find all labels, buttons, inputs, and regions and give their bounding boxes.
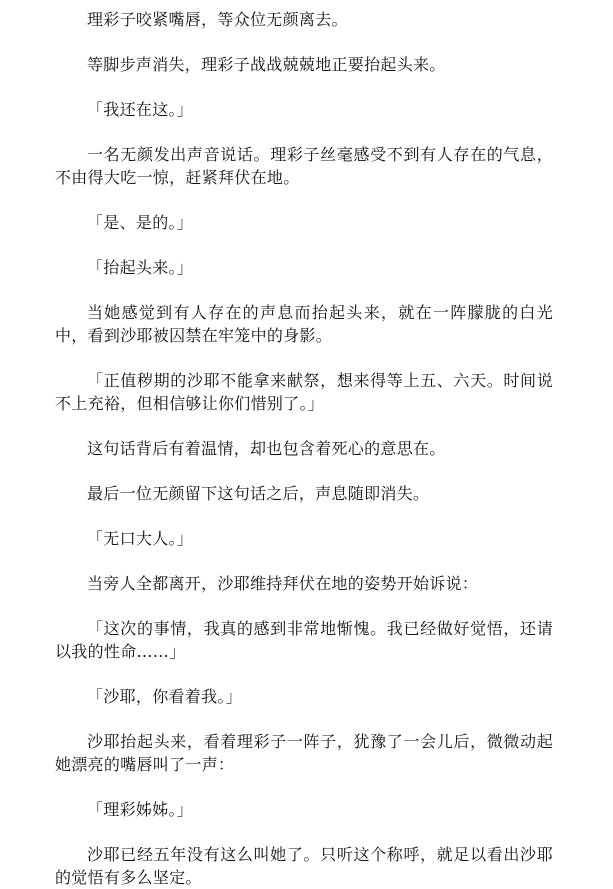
paragraph: 「无口大人。」 <box>87 529 194 548</box>
paragraph: 沙耶已经五年没有这么叫她了。只听这个称呼，就足以看出沙耶的觉悟有多么坚定。 <box>55 845 553 887</box>
paragraph: 这句话背后有着温情，却也包含着死心的意思在。 <box>87 439 446 458</box>
paragraph: 「我还在这。」 <box>87 100 194 119</box>
paragraph: 「沙耶，你看着我。」 <box>87 687 243 706</box>
paragraph: 「理彩姊姊。」 <box>87 800 194 819</box>
paragraph: 「这次的事情，我真的感到非常地惭愧。我已经做好觉悟，还请以我的性命……」 <box>55 619 553 661</box>
paragraph: 当旁人全都离开，沙耶维持拜伏在地的姿势开始诉说： <box>87 574 479 593</box>
paragraph: 最后一位无颜留下这句话之后，声息随即消失。 <box>87 484 430 503</box>
paragraph: 沙耶抬起头来，看着理彩子一阵子，犹豫了一会儿后，微微动起她漂亮的嘴唇叫了一声： <box>55 732 553 774</box>
paragraph: 理彩子咬紧嘴唇，等众位无颜离去。 <box>87 10 348 29</box>
paragraph: 等脚步声消失，理彩子战战兢兢地正要抬起头来。 <box>87 55 446 74</box>
paragraph: 当她感觉到有人存在的声息而抬起头来，就在一阵朦胧的白光中，看到沙耶被囚禁在牢笼中的身影。 <box>55 303 553 345</box>
paragraph: 一名无颜发出声音说话。理彩子丝毫感受不到有人存在的气息，不由得大吃一惊，赶紧拜伏在地。 <box>55 145 553 187</box>
paragraph: 「抬起头来。」 <box>87 258 194 277</box>
paragraph: 「是、是的。」 <box>87 213 194 232</box>
paragraph: 「正值秽期的沙耶不能拿来献祭，想来得等上五、六天。时间说不上充裕，但相信够让你们惜别了。」 <box>55 371 553 413</box>
